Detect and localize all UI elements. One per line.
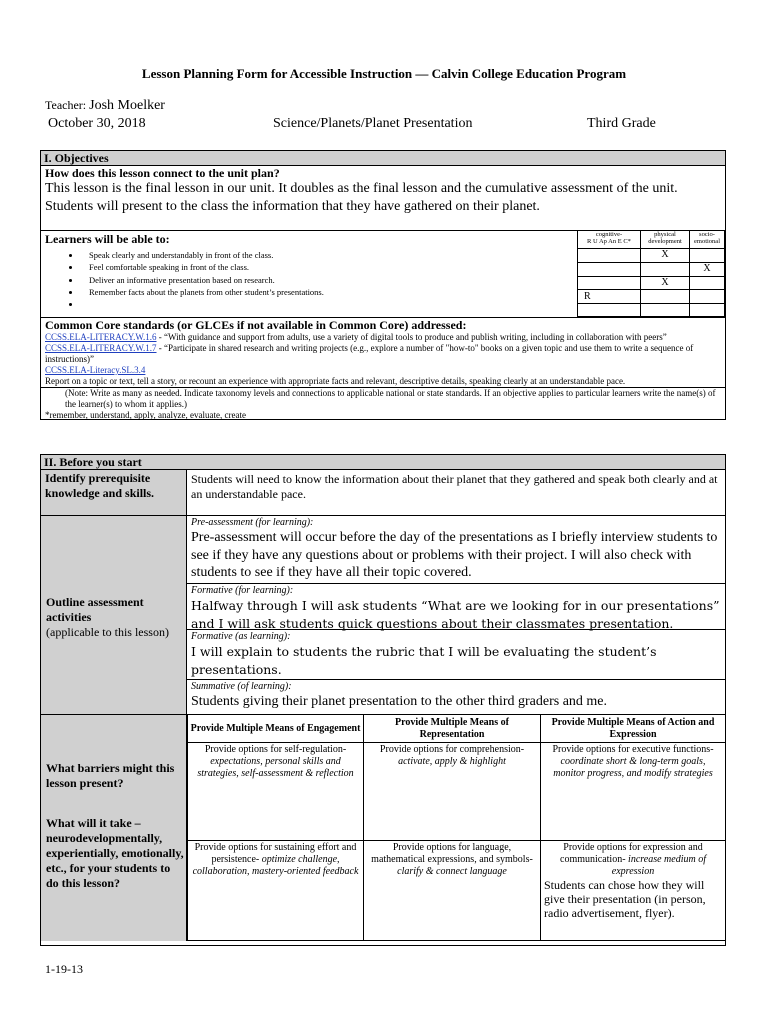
page-title: Lesson Planning Form for Accessible Instruction — Calvin College Education Program [141, 66, 627, 81]
learners-block [41, 231, 725, 318]
lesson-date: October 30, 2018 [48, 116, 146, 131]
expression-response: Students can chose how they will give their presentation (in person, radio advertisement, flyer). [544, 878, 706, 920]
cog-cell [578, 249, 641, 263]
teacher-label: Teacher: [45, 98, 87, 112]
cog-cell [578, 276, 641, 290]
udl-label-cell [41, 715, 187, 941]
learners-label: Learners will be able to: [45, 232, 170, 246]
cc-header: Common Core standards (or GLCEs if not available in Common Core) addressed: [45, 318, 467, 332]
udl-cell-sustaining: Provide options for sustaining effort and persistence- optimize challenge, collaboration, mastery-oriented feedback [188, 841, 364, 941]
common-core-block [41, 318, 725, 387]
socio-cell [690, 276, 725, 290]
cc3-text: Report on a topic or text, tell a story, or recount an experience with appropriate facts and relevant, descriptive details, speaking clearly at an understandable pace. [45, 376, 626, 386]
udl-cell-comprehension: Provide options for comprehension- activate, apply & highlight [364, 743, 541, 841]
objective-item: • Speak clearly and understandably in front of the class. [81, 249, 601, 261]
col-cognitive: cognitive- R U Ap An E C* [578, 231, 641, 249]
objectives-header: I. Objectives [41, 151, 725, 166]
footnote: *remember, understand, apply, analyze, evaluate, create [45, 410, 246, 420]
objective-item: • Remember facts about the planets from other student’s presentations. [81, 286, 601, 298]
formative-for-cell [187, 584, 725, 630]
objective-item: • Deliver an informative presentation based on research. [81, 274, 601, 286]
phys-cell: X [641, 276, 690, 290]
udl-header-engagement: Provide Multiple Means of Engagement [188, 715, 364, 743]
socio-cell [690, 290, 725, 304]
cc3-link[interactable]: CCSS.ELA-Literacy.SL.3.4 [45, 365, 146, 375]
col-socio: socio-emotional [690, 231, 725, 249]
cc-standard-2: CCSS.ELA-LITERACY.W.1.7 - “Participate in shared research and writing projects (e.g., explore a number of "how-to" books on a given topic and use them to write a sequence of instructions)” [45, 343, 694, 364]
socio-cell [690, 304, 725, 317]
phys-cell: X [641, 249, 690, 263]
socio-cell [690, 249, 725, 263]
cc-standard-1: CCSS.ELA-LITERACY.W.1.6 - “With guidance and support from adults, use a variety of digital tools to produce and publish writing, including in collaboration with peers” [45, 332, 667, 342]
assessment-block [41, 516, 725, 715]
udl-header-action: Provide Multiple Means of Action and Expression [541, 715, 726, 743]
before-section [40, 454, 726, 946]
lesson-grade: Third Grade [587, 116, 656, 131]
assessment-sub: (applicable to this lesson) [46, 625, 169, 639]
udl-cell-expression: Provide options for expression and communication- increase medium of expression Students can chose how they will give their presentation (in person, radio advertisement, flyer). [541, 841, 726, 941]
formative-for-label: Formative (for learning): [191, 585, 294, 596]
taxonomy-grid [577, 230, 725, 317]
udl-cell-self-regulation: Provide options for self-regulation- expectations, personal skills and strategies, self-assessment & reflection [188, 743, 364, 841]
objectives-section [40, 150, 726, 420]
cog-cell: R [578, 290, 641, 304]
pre-label: Pre-assessment (for learning): [191, 517, 314, 528]
phys-cell [641, 290, 690, 304]
cc1-link[interactable]: CCSS.ELA-LITERACY.W.1.6 [45, 332, 157, 342]
summative-label: Summative (of learning): [191, 681, 292, 692]
phys-cell [641, 304, 690, 317]
teacher-name: Josh Moelker [89, 98, 165, 113]
before-header: II. Before you start [41, 455, 725, 470]
objectives-list [55, 249, 601, 310]
cog-cell [578, 262, 641, 276]
summative-cell [187, 680, 725, 714]
objective-item: • Feel comfortable speaking in front of the class. [81, 261, 601, 273]
summative-text: Students giving their planet presentation to the other third graders and me. [191, 694, 608, 709]
udl-block [41, 715, 725, 941]
col-physical: physical development [641, 231, 690, 249]
pre-assessment-cell [187, 516, 725, 584]
prereq-text: Students will need to know the information about their planet that they gathered and speak both clearly and at an understandable pace. [191, 472, 718, 501]
phys-cell [641, 262, 690, 276]
formative-as-label: Formative (as learning): [191, 631, 291, 642]
footer-date: 1-19-13 [45, 962, 83, 976]
formative-as-cell [187, 630, 725, 680]
formative-for-text: Halfway through I will ask students “What are we looking for in our presentations” and I will ask students quick questions about their classmates presentation. [191, 598, 720, 631]
udl-table [187, 714, 726, 941]
lesson-subject: Science/Planets/Planet Presentation [273, 116, 473, 131]
cc-standard-3 [45, 365, 721, 376]
connect-answer: This lesson is the final lesson in our unit. It doubles as the final lesson and the cumulative assessment of the unit. Students will present to the class the information that they have gathered on their planet. [45, 181, 678, 214]
pre-text: Pre-assessment will occur before the day of the presentations as I briefly interview students to see if they have any questions about or problems with their project. I will also check with students to see if they have all their topic covered. [191, 530, 718, 580]
objective-item [81, 298, 601, 310]
udl-cell-language: Provide options for language, mathematical expressions, and symbols- clarify & connect language [364, 841, 541, 941]
note-text: (Note: Write as many as needed. Indicate taxonomy levels and connections to applicable national or state standards. If an objective applies to particular learners write the name(s) of the learner(s) to whom it applies.) [65, 388, 716, 409]
connect-question: How does this lesson connect to the unit plan? [45, 166, 280, 180]
prereq-label: Identify prerequisite knowledge and skills. [41, 470, 187, 515]
udl-header-representation: Provide Multiple Means of Representation [364, 715, 541, 743]
udl-cell-executive: Provide options for executive functions- coordinate short & long-term goals, monitor progress, and modify strategies [541, 743, 726, 841]
cog-cell [578, 304, 641, 317]
socio-cell: X [690, 262, 725, 276]
barriers-label: What barriers might this lesson present? [46, 761, 175, 790]
teacher-line [45, 98, 165, 114]
take-label: What will it take – neurodevelopmentally, experientially, emotionally, etc., for your students to do this lesson? [46, 816, 184, 890]
unit-connection [41, 166, 725, 231]
prereq-row [41, 470, 725, 516]
note-block [41, 387, 725, 410]
cc2-link[interactable]: CCSS.ELA-LITERACY.W.1.7 [45, 343, 157, 353]
formative-as-text: I will explain to students the rubric that I will be evaluating the student’s presentations. [191, 644, 657, 677]
assessment-label: Outline assessment activities [46, 595, 144, 624]
assessment-label-cell [41, 516, 187, 714]
